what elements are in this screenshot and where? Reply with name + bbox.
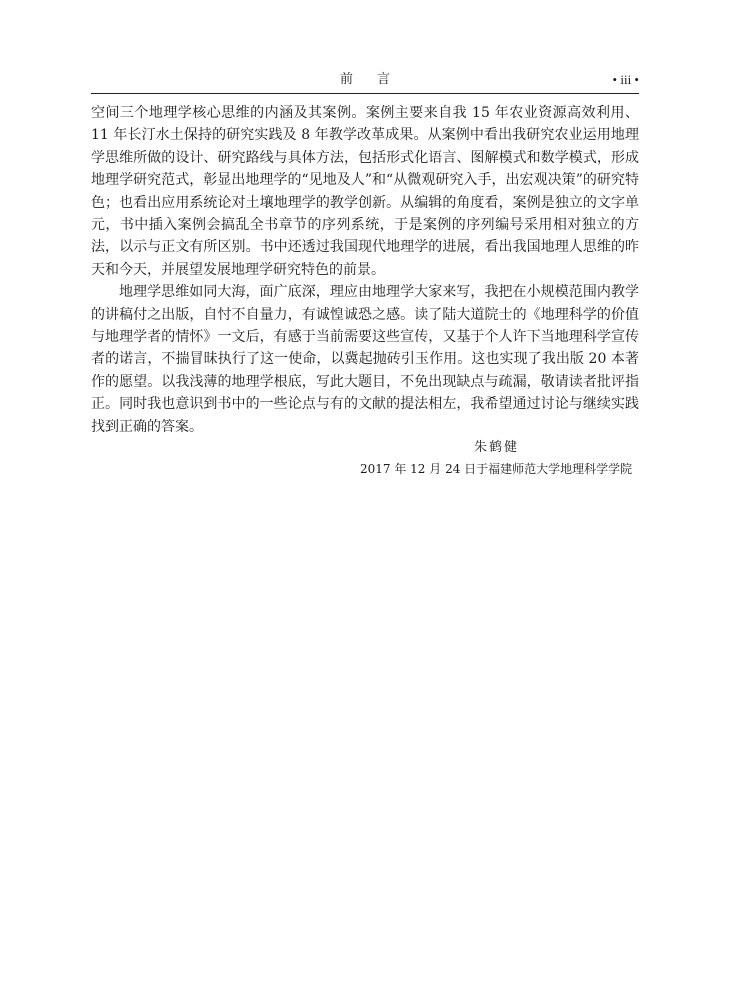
page-number: • iii • (612, 72, 639, 87)
author-signature: 朱鹤健 (474, 440, 520, 455)
body-text (91, 102, 639, 438)
header-rule (91, 93, 639, 94)
paragraph: 地理学思维如同大海，面广底深，理应由地理学大家来写，我把在小规模范围内教学的讲稿付之出版，自忖不自量力，有诚惶诚恐之感。读了陆大道院士的《地理科学的价值与地理学者的情怀》一文后，有感于当前需要这些宣传，又基于个人许下当地理科学宣传者的诺言，不揣冒昧执行了这一使命，以冀起抛砖引玉作用。这也实现了我出版 20 本著作的愿望。以我浅薄的地理学根底，写此大题目，不免出现缺点与疏漏，敬请读者批评指正。同时我也意识到书中的一些论点与有的文献的提法相左，我希望通过讨论与继续实践找到正确的答案。 (91, 284, 639, 435)
running-head-title: 前言 (339, 72, 414, 87)
signature-dateline: 2017 年 12 月 24 日于福建师范大学地理科学学院 (360, 462, 633, 476)
paragraph-continued: 空间三个地理学核心思维的内涵及其案例。案例主要来自我 15 年农业资源高效利用、11 年长汀水土保持的研究实践及 8 年教学改革成果。从案例中看出我研究农业运用地理学思维所做的设计、研究路线与具体方法，包括形式化语言、图解模式和数学模式，形成地理学研究范式，彰显出地理学的“见地及人”和“从微观研究入手，出宏观决策”的研究特色；也看出应用系统论对土壤地理学的教学创新。从编辑的角度看，案例是独立的文字单元，书中插入案例会搞乱全书章节的序列系统，于是案例的序列编号采用相对独立的方法，以示与正文有所区别。书中还透过我国现代地理学的进展，看出我国地理人思维的昨天和今天，并展望发展地理学研究特色的前景。 (91, 105, 639, 278)
page-header (91, 70, 639, 90)
